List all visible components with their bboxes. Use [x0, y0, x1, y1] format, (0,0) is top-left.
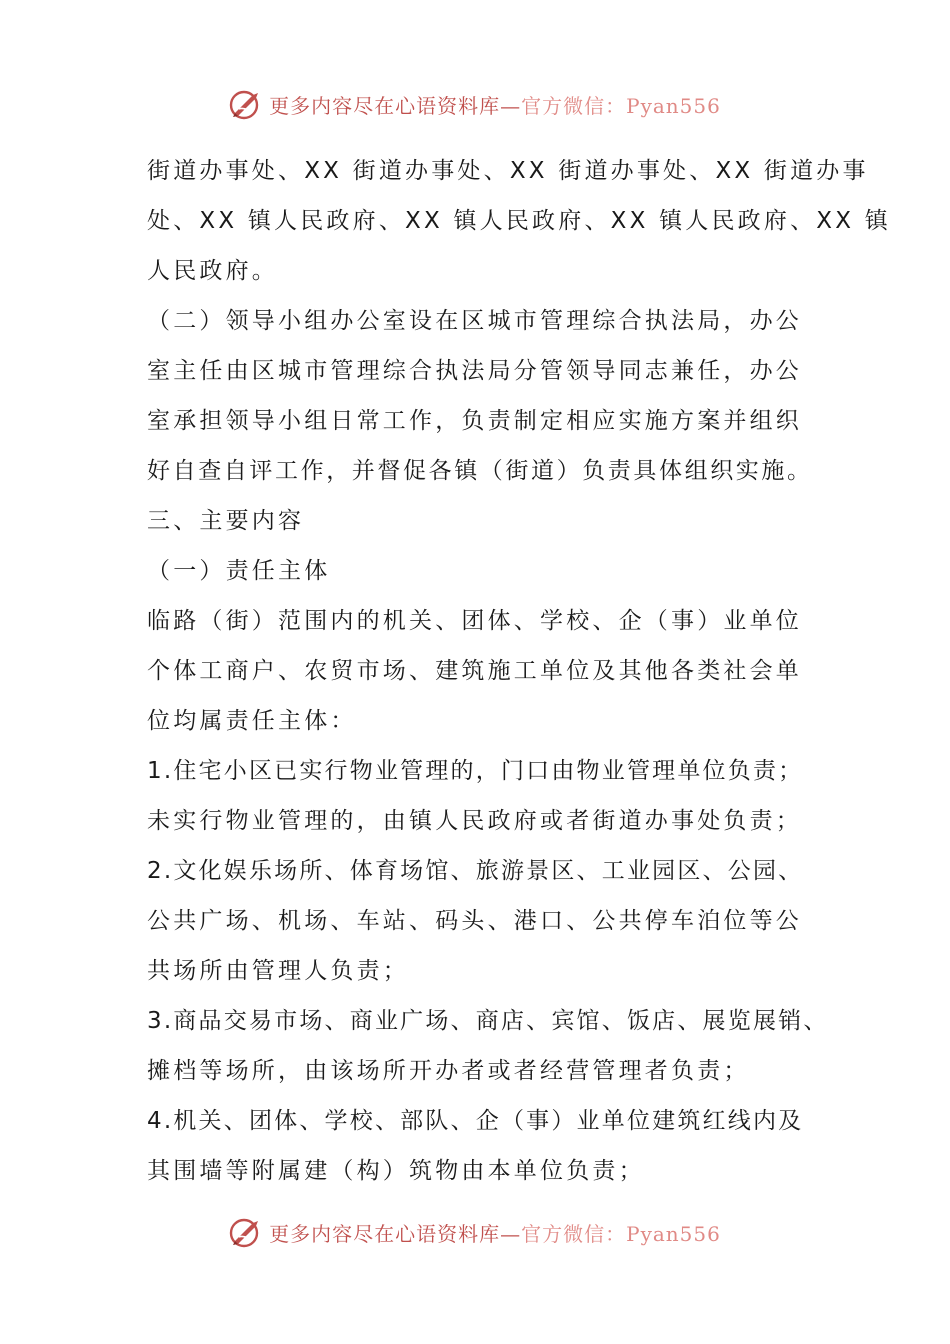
banner-text	[269, 90, 721, 119]
text-line: 好自查自评工作，并督促各镇（街道）负责具体组织实施。	[147, 458, 813, 484]
text-line: 个体工商户、农贸市场、建筑施工单位及其他各类社会单	[147, 658, 802, 684]
text-line: 摊档等场所，由该场所开办者或者经营管理者负责；	[147, 1058, 750, 1084]
text-line: 街道办事处、XX 街道办事处、XX 街道办事处、XX 街道办事	[147, 158, 869, 184]
banner-slogan: 更多内容尽在心语资料库—	[269, 1221, 522, 1246]
footer-banner	[0, 1208, 950, 1256]
header-banner	[0, 80, 950, 128]
list-item-4: 4.机关、团体、学校、部队、企（事）业单位建筑红线内及	[147, 1108, 804, 1134]
text-line: 处、XX 镇人民政府、XX 镇人民政府、XX 镇人民政府、XX 镇	[147, 208, 891, 234]
text-line: 室承担领导小组日常工作，负责制定相应实施方案并组织	[147, 408, 802, 434]
list-item-3: 3.商品交易市场、商业广场、商店、宾馆、饭店、展览展销、	[147, 1008, 829, 1034]
banner-slogan: 更多内容尽在心语资料库—	[269, 93, 522, 118]
text-line: 人民政府。	[147, 258, 278, 284]
text-line: 未实行物业管理的，由镇人民政府或者街道办事处负责；	[147, 808, 802, 834]
subsection-heading: （一）责任主体	[147, 558, 331, 584]
text-line: 其围墙等附属建（构）筑物由本单位负责；	[147, 1158, 645, 1184]
text-line: 临路（街）范围内的机关、团体、学校、企（事）业单位	[147, 608, 802, 634]
section-heading-three: 三、主要内容	[147, 508, 305, 534]
text-line: 共场所由管理人负责；	[147, 958, 409, 984]
document-body	[147, 146, 891, 1196]
text-line: 公共广场、机场、车站、码头、港口、公共停车泊位等公	[147, 908, 802, 934]
section-heading-two: （二）领导小组办公室设在区城市管理综合执法局，办公	[147, 308, 802, 334]
list-item-2: 2.文化娱乐场所、体育场馆、旅游景区、工业园区、公园、	[147, 858, 804, 884]
list-item-1: 1.住宅小区已实行物业管理的，门口由物业管理单位负责；	[147, 758, 804, 784]
text-line: 位均属责任主体：	[147, 708, 357, 734]
banner-wechat: 官方微信：Pyan556	[521, 1221, 721, 1246]
pen-logo-icon	[229, 1215, 263, 1249]
pen-logo-icon	[229, 87, 263, 121]
banner-text	[269, 1218, 721, 1247]
banner-wechat: 官方微信：Pyan556	[521, 93, 721, 118]
text-line: 室主任由区城市管理综合执法局分管领导同志兼任，办公	[147, 358, 802, 384]
